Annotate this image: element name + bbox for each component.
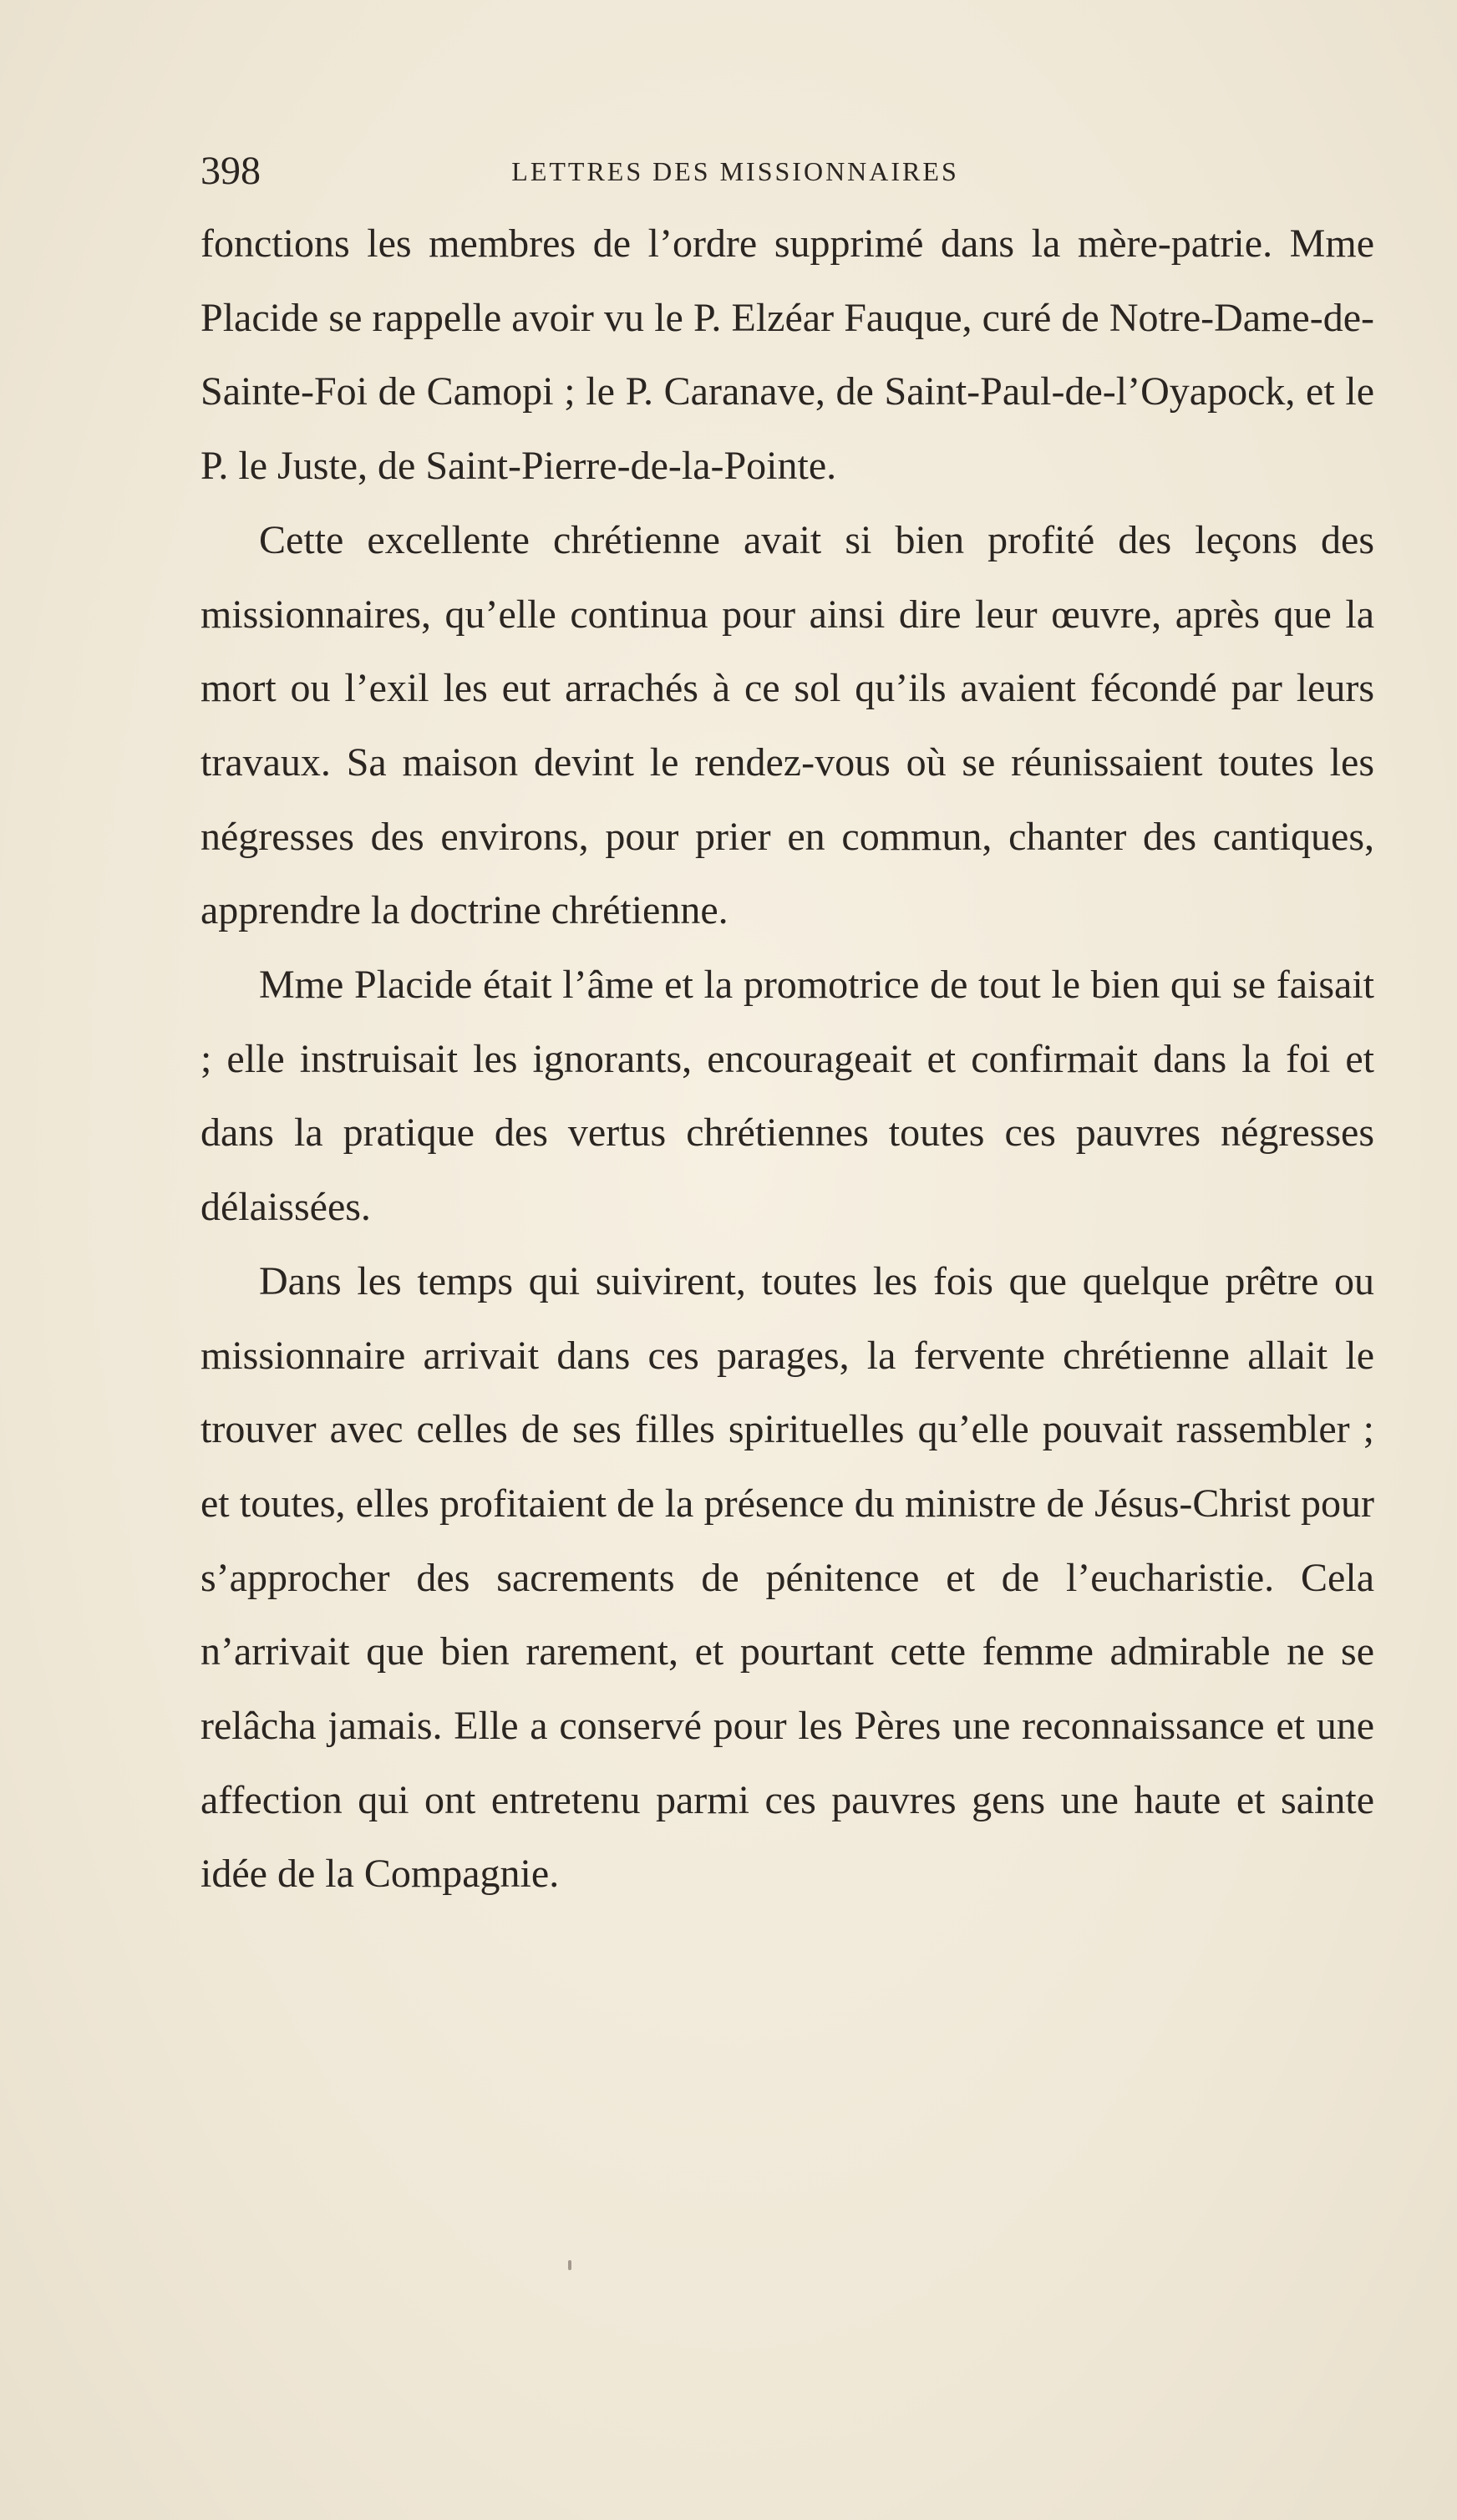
page-number: 398 — [201, 149, 261, 193]
paragraph-2: Cette excellente chrétienne avait si bien profité des leçons des missionnaires, qu’elle continua pour ainsi dire leur œuvre, après que la mort ou l’exil les eut arrachés à ce sol qu’ils avaient fécondé par leurs travaux. Sa maison devint le rendez-vous où se réunissaient toutes les négresses des environs, pour prier en commun, chanter des cantiques, apprendre la doctrine chrétienne. — [201, 517, 1374, 933]
paragraph-3: Mme Placide était l’âme et la promotrice de tout le bien qui se faisait ; elle instruisait les ignorants, encourageait et confirmait dans la foi et dans la pratique des vertus chrétiennes toutes ces pauvres négresses délaissées. — [201, 963, 1374, 1230]
paragraph-4: Dans les temps qui suivirent, toutes les fois que quelque prêtre ou missionnaire arrivait dans ces parages, la fervente chrétienne allait le trouver avec celles de ses filles spirituelles qu’elle pouvait rassembler ; et toutes, elles profitaient de la présence du ministre de Jésus-Christ pour s’approcher des sacrements de pénitence et de l’eucharistie. Cela n’arrivait que bien rarement, et pourtant cette femme admirable ne se relâcha jamais. Elle a conservé pour les Pères une reconnaissance et une affection qui ont entretenu parmi ces pauvres gens une haute et sainte idée de la Compagnie. — [201, 1258, 1374, 1897]
paper-speck — [568, 2260, 571, 2270]
running-title: LETTRES DES MISSIONNAIRES — [511, 156, 959, 186]
paragraph-1: fonctions les membres de l’ordre supprimé dans la mère-patrie. Mme Placide se rappelle avoir vu le P. Elzéar Fauque, curé de Notre-Dame-de-Sainte-Foi de Camopi ; le P. Caranave, de Saint-Paul-de-l’Oyapock, et le P. le Juste, de Saint-Pierre-de-la-Pointe. — [201, 221, 1374, 489]
body-text — [201, 207, 1374, 1912]
page-header — [201, 146, 1270, 196]
